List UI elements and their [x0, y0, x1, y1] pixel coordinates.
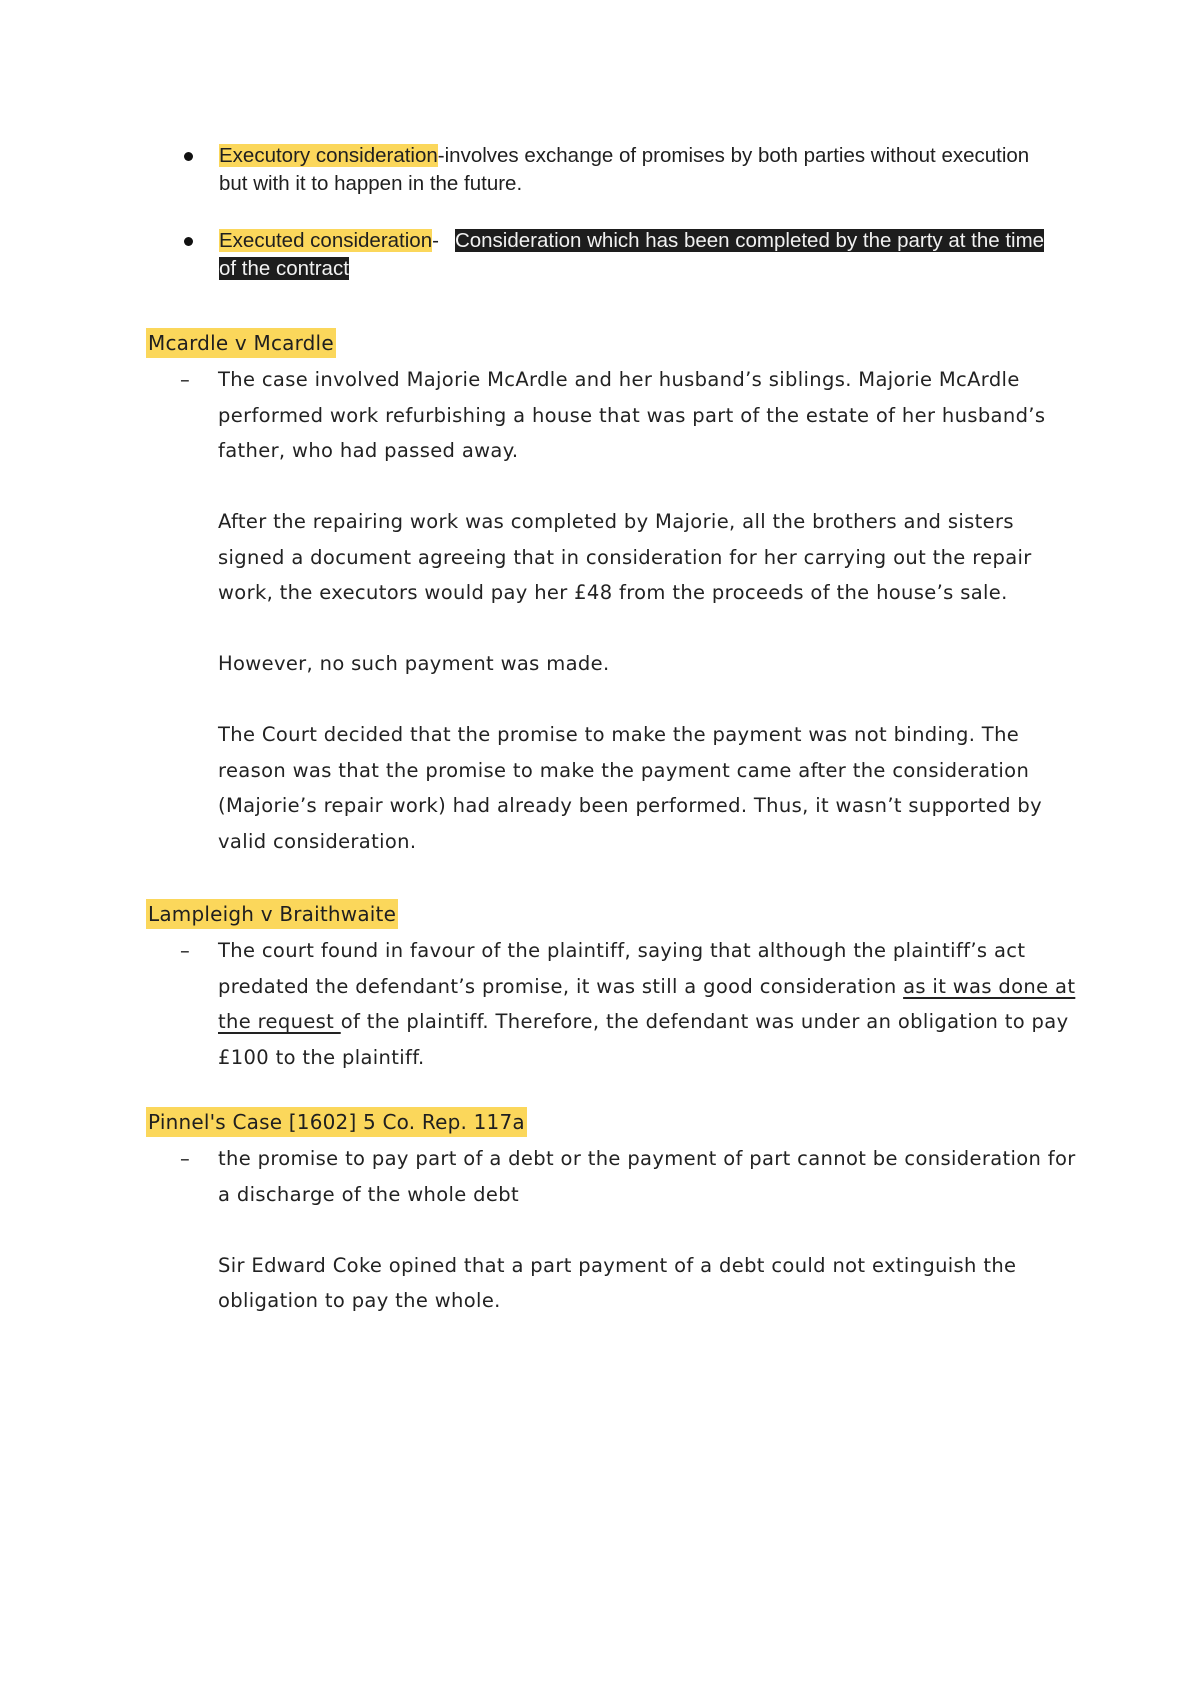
case-title: Pinnel's Case [1602] 5 Co. Rep. 117a: [146, 1107, 527, 1137]
bullet-text: -involves exchange of promises by both parties without execution but with it to happen in the future.: [219, 144, 1030, 195]
dash-marker: –: [180, 1147, 191, 1170]
bullet-dot-icon: [184, 237, 193, 246]
case-lampleigh: [146, 899, 1076, 1075]
highlighted-term: Executory consideration: [219, 144, 438, 167]
consideration-bullet-list: [150, 142, 1060, 283]
case-paragraph: After the repairing work was completed by Majorie, all the brothers and sisters signed a document agreeing that in consideration for her carrying out the repair work, the executors would pay her £48 from the proceeds of the house’s sale.: [218, 510, 1032, 604]
dash-marker: –: [180, 939, 191, 962]
case-paragraph: Sir Edward Coke opined that a part payment of a debt could not extinguish the obligation to pay the whole.: [218, 1253, 1017, 1312]
case-title: Mcardle v Mcardle: [146, 328, 336, 358]
case-text: of the plaintiff. Therefore, the defendant was under an obligation to pay £100 to the plaintiff.: [218, 1010, 1069, 1069]
dash-marker: –: [180, 368, 191, 391]
bullet-executory-consideration: [150, 142, 1060, 198]
dark-highlighted-text: Consideration which has been completed by the party at the time of the contract: [219, 229, 1045, 280]
case-paragraph: The case involved Majorie McArdle and her husband’s siblings. Majorie McArdle performed work refurbishing a house that was part of the estate of her husband’s father, who had passed away.: [218, 368, 1046, 462]
case-paragraph: The Court decided that the promise to make the payment was not binding. The reason was that the promise to make the payment came after the consideration (Majorie’s repair work) had already been performed. Thus, it wasn’t supported by valid consideration.: [218, 723, 1042, 853]
case-paragraph: the promise to pay part of a debt or the payment of part cannot be consideration for a discharge of the whole debt: [218, 1147, 1076, 1206]
case-mcardle: [146, 328, 1076, 859]
case-pinnel: [146, 1107, 1076, 1319]
underlined-text: as it was done at the request: [218, 974, 1076, 1033]
highlighted-term: Executed consideration: [219, 229, 433, 252]
bullet-separator: -: [432, 229, 439, 252]
case-title: Lampleigh v Braithwaite: [146, 899, 398, 929]
case-paragraph: However, no such payment was made.: [218, 652, 610, 675]
case-text: The court found in favour of the plaintiff, saying that although the plaintiff’s act predated the defendant’s promise, it was still a good consideration: [218, 939, 1026, 998]
case-body: [146, 1141, 1076, 1319]
case-paragraph: [218, 933, 1076, 1075]
case-body: [146, 362, 1076, 859]
bullet-dot-icon: [184, 152, 193, 161]
bullet-executed-consideration: [150, 227, 1060, 283]
case-body: [146, 933, 1076, 1075]
